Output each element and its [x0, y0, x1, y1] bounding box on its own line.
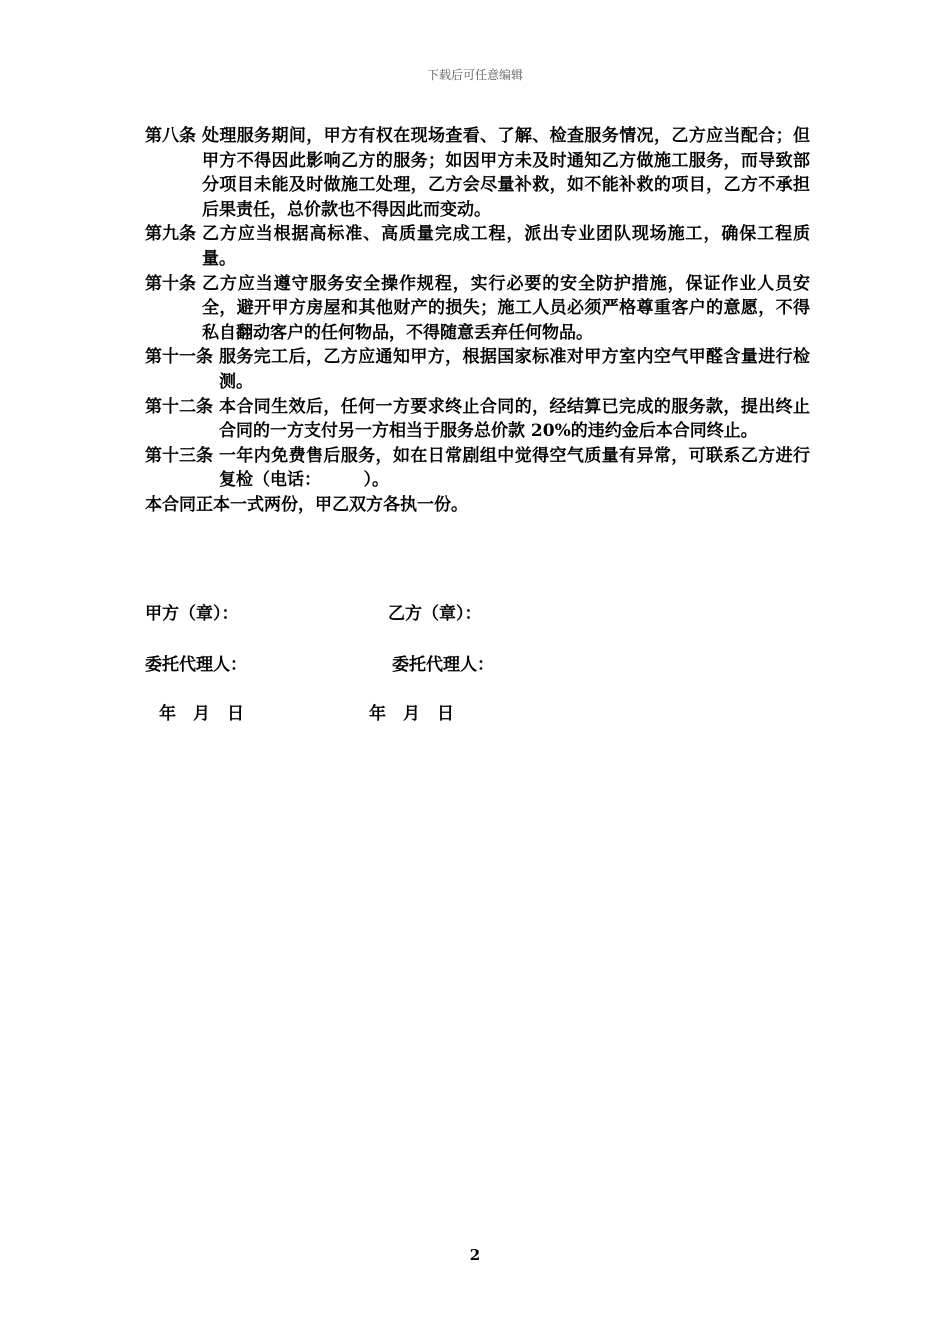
article-label: 第十三条 [145, 445, 213, 466]
article-text: 一年内免费售后服务，如在日常剧组中觉得空气质量有异常，可联系乙方进行复检（电话： ）。 [219, 445, 810, 491]
party-a-seal-label: 甲方（章）： [145, 604, 239, 624]
party-b-seal-label: 乙方（章）： [388, 604, 482, 624]
article-text: 处理服务期间，甲方有权在现场查看、了解、检查服务情况，乙方应当配合；但甲方不得因此影响乙方的服务；如因甲方未及时通知乙方做施工服务，而导致部分项目未能及时做施工处理，乙方会尽量补救，如不能补救的项目，乙方不承担后果责任，总价款也不得因此而变动。 [202, 126, 810, 220]
article-text: 乙方应当根据高标准、高质量完成工程，派出专业团队现场施工，确保工程质量。 [202, 224, 810, 269]
article-8 [145, 124, 810, 222]
article-13 [145, 444, 810, 493]
article-9 [145, 222, 810, 271]
article-text: 本合同生效后，任何一方要求终止合同的，经结算已完成的服务款，提出终止合同的一方支付另一方相当于服务总价款 20%的违约金后本合同终止。 [219, 396, 810, 442]
article-10 [145, 272, 810, 346]
closing-statement: 本合同正本一式两份，甲乙双方各执一份。 [145, 494, 468, 515]
article-label: 第九条 [145, 224, 196, 245]
party-a-agent-label: 委托代理人： [145, 655, 247, 675]
article-label: 第十条 [145, 273, 196, 294]
party-b-agent-label: 委托代理人： [392, 655, 494, 675]
month-label: 月 [193, 704, 210, 724]
day-label: 日 [227, 704, 244, 724]
article-text: 服务完工后，乙方应通知甲方，根据国家标准对甲方室内空气甲醛含量进行检测。 [219, 347, 810, 392]
party-a-date [159, 699, 244, 724]
page-number: 2 [469, 1246, 481, 1264]
article-12 [145, 395, 810, 444]
article-label: 第十一条 [145, 347, 213, 368]
page-header: 下载后可任意编辑 [426, 68, 523, 82]
day-label: 日 [437, 704, 454, 724]
article-11 [145, 345, 810, 394]
month-label: 月 [403, 704, 420, 724]
year-label: 年 [369, 704, 386, 724]
article-text: 乙方应当遵守服务安全操作规程，实行必要的安全防护措施，保证作业人员安全，避开甲方房屋和其他财产的损失；施工人员必须严格尊重客户的意愿，不得私自翻动客户的任何物品，不得随意丢弃任何物品。 [202, 273, 810, 343]
party-b-date [369, 699, 454, 724]
year-label: 年 [159, 704, 176, 724]
article-label: 第十二条 [145, 396, 213, 417]
article-label: 第八条 [145, 126, 196, 146]
contract-body [145, 124, 810, 518]
